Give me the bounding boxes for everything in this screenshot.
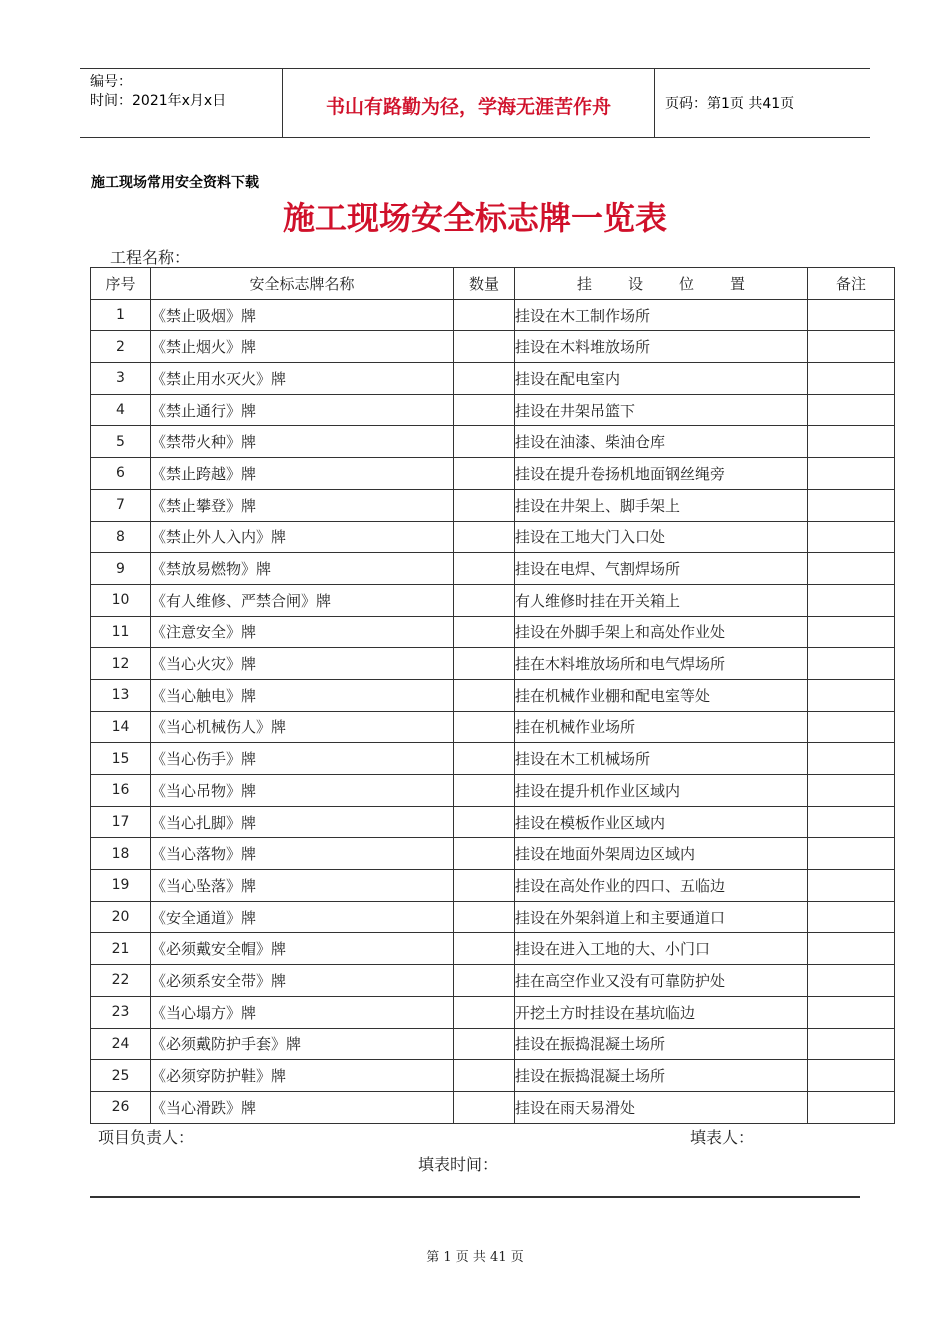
row-index: 12 [91, 648, 151, 680]
row-remark [808, 901, 895, 933]
row-sign-name: 《禁止烟火》牌 [151, 331, 454, 363]
row-sign-name: 《当心触电》牌 [151, 679, 454, 711]
row-remark [808, 996, 895, 1028]
row-location: 挂设在配电室内 [515, 363, 808, 395]
row-index: 8 [91, 521, 151, 553]
row-remark [808, 965, 895, 997]
location-header-char: 置 [730, 274, 746, 293]
row-index: 18 [91, 838, 151, 870]
row-location: 挂在机械作业场所 [515, 711, 808, 743]
table-row [91, 711, 895, 743]
column-header-remark: 备注 [808, 268, 895, 300]
row-index: 11 [91, 616, 151, 648]
row-sign-name: 《当心坠落》牌 [151, 870, 454, 902]
row-location: 挂设在井架吊篮下 [515, 394, 808, 426]
row-index: 19 [91, 870, 151, 902]
column-header-index: 序号 [91, 268, 151, 300]
row-remark [808, 1028, 895, 1060]
row-location: 挂设在外脚手架上和高处作业处 [515, 616, 808, 648]
project-lead-label: 项目负责人： [98, 1128, 195, 1147]
row-location: 挂设在提升卷扬机地面钢丝绳旁 [515, 458, 808, 490]
row-index: 25 [91, 1060, 151, 1092]
table-row [91, 553, 895, 585]
row-location: 挂设在木工机械场所 [515, 743, 808, 775]
row-sign-name: 《禁放易燃物》牌 [151, 553, 454, 585]
table-row [91, 838, 895, 870]
table-row [91, 965, 895, 997]
table-row [91, 521, 895, 553]
row-quantity [454, 489, 515, 521]
row-quantity [454, 870, 515, 902]
header-page-info: 页码：第1页 共41页 [665, 96, 795, 112]
row-location: 挂设在振捣混凝土场所 [515, 1028, 808, 1060]
table-row [91, 584, 895, 616]
row-quantity [454, 553, 515, 585]
header-meta-cell [80, 69, 283, 137]
row-sign-name: 《必须戴安全帽》牌 [151, 933, 454, 965]
row-sign-name: 《当心吊物》牌 [151, 775, 454, 807]
row-location: 挂设在进入工地的大、小门口 [515, 933, 808, 965]
location-header-char: 位 [679, 274, 695, 293]
row-sign-name: 《当心伤手》牌 [151, 743, 454, 775]
row-location: 有人维修时挂在开关箱上 [515, 584, 808, 616]
row-sign-name: 《必须穿防护鞋》牌 [151, 1060, 454, 1092]
table-row [91, 299, 895, 331]
row-quantity [454, 743, 515, 775]
document-time-label: 时间：2021年x月x日 [90, 93, 227, 109]
row-quantity [454, 616, 515, 648]
row-index: 15 [91, 743, 151, 775]
table-row [91, 901, 895, 933]
location-header-char: 挂 [576, 274, 592, 293]
row-remark [808, 870, 895, 902]
row-sign-name: 《当心落物》牌 [151, 838, 454, 870]
row-sign-name: 《禁止跨越》牌 [151, 458, 454, 490]
row-sign-name: 《安全通道》牌 [151, 901, 454, 933]
row-sign-name: 《禁带火种》牌 [151, 426, 454, 458]
row-quantity [454, 521, 515, 553]
row-quantity [454, 331, 515, 363]
row-remark [808, 806, 895, 838]
row-index: 16 [91, 775, 151, 807]
row-location: 挂设在振捣混凝土场所 [515, 1060, 808, 1092]
row-remark [808, 1091, 895, 1123]
row-quantity [454, 1028, 515, 1060]
header-page-cell [655, 69, 870, 137]
table-row [91, 426, 895, 458]
row-quantity [454, 901, 515, 933]
row-location: 挂设在木工制作场所 [515, 299, 808, 331]
table-row [91, 1091, 895, 1123]
row-remark [808, 1060, 895, 1092]
row-index: 23 [91, 996, 151, 1028]
row-quantity [454, 806, 515, 838]
fill-time-label: 填表时间： [418, 1155, 499, 1174]
row-quantity [454, 1060, 515, 1092]
row-remark [808, 711, 895, 743]
header-motto-cell [283, 69, 655, 137]
row-sign-name: 《有人维修、严禁合闸》牌 [151, 584, 454, 616]
row-index: 5 [91, 426, 151, 458]
column-header-quantity: 数量 [454, 268, 515, 300]
header-motto: 书山有路勤为径，学海无涯苦作舟 [325, 96, 611, 118]
project-name-label: 工程名称： [110, 248, 191, 267]
location-header-char: 设 [627, 274, 643, 293]
row-remark [808, 679, 895, 711]
row-sign-name: 《禁止攀登》牌 [151, 489, 454, 521]
row-index: 6 [91, 458, 151, 490]
row-quantity [454, 1091, 515, 1123]
row-quantity [454, 679, 515, 711]
table-row [91, 679, 895, 711]
row-quantity [454, 648, 515, 680]
row-remark [808, 458, 895, 490]
row-remark [808, 426, 895, 458]
row-remark [808, 521, 895, 553]
row-remark [808, 584, 895, 616]
row-index: 14 [91, 711, 151, 743]
row-index: 22 [91, 965, 151, 997]
document-header [80, 68, 870, 138]
row-quantity [454, 965, 515, 997]
row-quantity [454, 711, 515, 743]
row-location: 挂设在提升机作业区域内 [515, 775, 808, 807]
table-row [91, 1060, 895, 1092]
table-row [91, 806, 895, 838]
row-index: 24 [91, 1028, 151, 1060]
row-remark [808, 838, 895, 870]
row-index: 10 [91, 584, 151, 616]
page-footer: 第 1 页 共 41 页 [426, 1250, 524, 1265]
table-header-row [91, 268, 895, 300]
row-quantity [454, 838, 515, 870]
table-row [91, 775, 895, 807]
table-row [91, 996, 895, 1028]
row-index: 13 [91, 679, 151, 711]
row-index: 2 [91, 331, 151, 363]
row-location: 挂设在工地大门入口处 [515, 521, 808, 553]
row-remark [808, 616, 895, 648]
row-remark [808, 299, 895, 331]
row-index: 17 [91, 806, 151, 838]
table-row [91, 616, 895, 648]
document-subtitle: 施工现场常用安全资料下载 [91, 175, 259, 191]
filler-label: 填表人： [690, 1128, 755, 1147]
row-quantity [454, 584, 515, 616]
row-location: 挂设在井架上、脚手架上 [515, 489, 808, 521]
row-quantity [454, 933, 515, 965]
row-remark [808, 743, 895, 775]
row-remark [808, 553, 895, 585]
table-row [91, 1028, 895, 1060]
row-sign-name: 《当心火灾》牌 [151, 648, 454, 680]
row-location: 挂设在高处作业的四口、五临边 [515, 870, 808, 902]
row-index: 26 [91, 1091, 151, 1123]
row-sign-name: 《必须戴防护手套》牌 [151, 1028, 454, 1060]
safety-sign-table [90, 267, 895, 1124]
table-row [91, 363, 895, 395]
row-sign-name: 《当心滑跌》牌 [151, 1091, 454, 1123]
row-index: 20 [91, 901, 151, 933]
table-row [91, 394, 895, 426]
table-row [91, 870, 895, 902]
row-location: 开挖土方时挂设在基坑临边 [515, 996, 808, 1028]
row-quantity [454, 299, 515, 331]
table-row [91, 933, 895, 965]
row-sign-name: 《必须系安全带》牌 [151, 965, 454, 997]
row-remark [808, 933, 895, 965]
row-remark [808, 331, 895, 363]
row-index: 4 [91, 394, 151, 426]
row-remark [808, 489, 895, 521]
row-index: 9 [91, 553, 151, 585]
row-quantity [454, 426, 515, 458]
row-index: 3 [91, 363, 151, 395]
document-title: 施工现场安全标志牌一览表 [282, 199, 667, 237]
row-remark [808, 363, 895, 395]
table-row [91, 331, 895, 363]
row-index: 21 [91, 933, 151, 965]
row-location: 挂设在油漆、柴油仓库 [515, 426, 808, 458]
row-sign-name: 《禁止通行》牌 [151, 394, 454, 426]
table-row [91, 489, 895, 521]
row-location: 挂在高空作业又没有可靠防护处 [515, 965, 808, 997]
row-sign-name: 《禁止外人入内》牌 [151, 521, 454, 553]
row-location: 挂设在地面外架周边区域内 [515, 838, 808, 870]
row-quantity [454, 363, 515, 395]
row-sign-name: 《当心机械伤人》牌 [151, 711, 454, 743]
row-sign-name: 《注意安全》牌 [151, 616, 454, 648]
row-remark [808, 648, 895, 680]
row-location: 挂在木料堆放场所和电气焊场所 [515, 648, 808, 680]
column-header-name: 安全标志牌名称 [151, 268, 454, 300]
row-quantity [454, 458, 515, 490]
row-index: 1 [91, 299, 151, 331]
column-header-location [515, 268, 808, 300]
row-quantity [454, 775, 515, 807]
row-quantity [454, 394, 515, 426]
row-sign-name: 《禁止用水灭火》牌 [151, 363, 454, 395]
row-location: 挂设在模板作业区域内 [515, 806, 808, 838]
row-sign-name: 《禁止吸烟》牌 [151, 299, 454, 331]
row-remark [808, 775, 895, 807]
row-sign-name: 《当心塌方》牌 [151, 996, 454, 1028]
document-number-label: 编号： [90, 74, 132, 90]
row-index: 7 [91, 489, 151, 521]
table-row [91, 458, 895, 490]
footer-divider [90, 1196, 860, 1198]
row-location: 挂设在雨天易滑处 [515, 1091, 808, 1123]
row-remark [808, 394, 895, 426]
row-location: 挂设在外架斜道上和主要通道口 [515, 901, 808, 933]
row-location: 挂设在木料堆放场所 [515, 331, 808, 363]
table-row [91, 648, 895, 680]
row-location: 挂在机械作业棚和配电室等处 [515, 679, 808, 711]
table-row [91, 743, 895, 775]
row-quantity [454, 996, 515, 1028]
row-location: 挂设在电焊、气割焊场所 [515, 553, 808, 585]
row-sign-name: 《当心扎脚》牌 [151, 806, 454, 838]
